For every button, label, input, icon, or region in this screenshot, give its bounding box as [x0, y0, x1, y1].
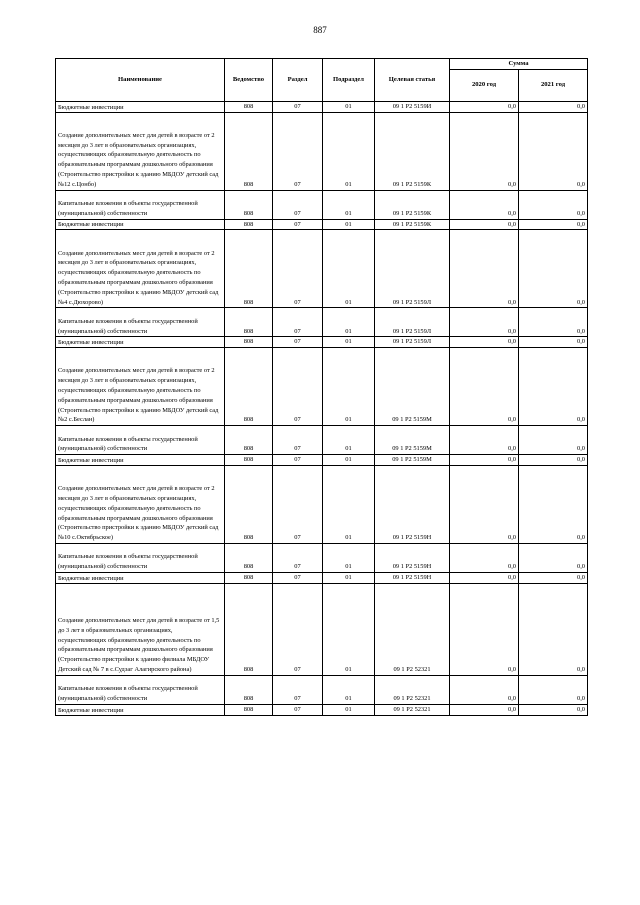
row-section: 07 [273, 308, 323, 337]
row-sum-2020: 0,0 [450, 190, 519, 219]
row-subsection: 01 [323, 190, 375, 219]
row-sum-2021: 0,0 [519, 675, 588, 704]
row-sum-2021: 0,0 [519, 230, 588, 308]
row-name: Создание дополнительных мест для детей в возрасте от 2 месяцев до 3 лет в образовательных организациях, осуществляющих образовательную деятельность по образовательным программам дошкольного образования (Строительство пристройки к зданию МБДОУ детский сад №4 с.Дюхорово) [58, 249, 219, 306]
row-sum-2020: 0,0 [450, 308, 519, 337]
header-section: Раздел [273, 59, 323, 102]
table-row [56, 675, 588, 704]
header-dept: Ведомство [225, 59, 273, 102]
row-subsection: 01 [323, 219, 375, 230]
row-target: 09 1 P2 5159Н [375, 543, 450, 572]
row-dept: 808 [225, 704, 273, 715]
row-sum-2020: 0,0 [450, 101, 519, 112]
row-target: 09 1 P2 5159Л [375, 308, 450, 337]
row-sum-2021: 0,0 [519, 112, 588, 190]
row-section: 07 [273, 465, 323, 543]
table-row [56, 704, 588, 715]
row-name: Создание дополнительных мест для детей в возрасте от 2 месяцев до 3 лет в образовательных организациях, осуществляющих образовательную деятельность по образовательным программам дошкольного образования (Строительство пристройки к зданию МБДОУ детский сад №2 с.Беслан) [58, 367, 219, 424]
row-section: 07 [273, 704, 323, 715]
table-body [56, 101, 588, 715]
table-row [56, 101, 588, 112]
row-sum-2021: 0,0 [519, 572, 588, 583]
table-row [56, 190, 588, 219]
row-section: 07 [273, 675, 323, 704]
row-subsection: 01 [323, 101, 375, 112]
row-name: Бюджетные инвестиции [58, 456, 124, 464]
row-sum-2020: 0,0 [450, 348, 519, 426]
row-subsection: 01 [323, 112, 375, 190]
row-subsection: 01 [323, 572, 375, 583]
row-dept: 808 [225, 337, 273, 348]
header-target: Целевая статья [375, 59, 450, 102]
header-subsection: Подраздел [323, 59, 375, 102]
table-row [56, 112, 588, 190]
table-row [56, 337, 588, 348]
row-name: Бюджетные инвестиции [58, 706, 124, 714]
table-row [56, 465, 588, 543]
row-dept: 808 [225, 112, 273, 190]
row-sum-2021: 0,0 [519, 219, 588, 230]
row-name: Бюджетные инвестиции [58, 103, 124, 111]
row-subsection: 01 [323, 348, 375, 426]
row-sum-2020: 0,0 [450, 219, 519, 230]
table-row [56, 426, 588, 455]
row-subsection: 01 [323, 426, 375, 455]
row-sum-2021: 0,0 [519, 101, 588, 112]
header-name: Наименование [56, 59, 225, 102]
row-sum-2021: 0,0 [519, 704, 588, 715]
row-sum-2020: 0,0 [450, 455, 519, 466]
row-subsection: 01 [323, 465, 375, 543]
row-section: 07 [273, 348, 323, 426]
row-target: 09 1 P2 5159Л [375, 230, 450, 308]
table-row [56, 572, 588, 583]
row-section: 07 [273, 572, 323, 583]
row-sum-2020: 0,0 [450, 572, 519, 583]
row-name: Капитальные вложения в объекты государственной (муниципальной) собственности [58, 200, 198, 217]
row-sum-2021: 0,0 [519, 543, 588, 572]
row-dept: 808 [225, 465, 273, 543]
row-sum-2020: 0,0 [450, 704, 519, 715]
page-number: 887 [313, 25, 327, 35]
row-target: 09 1 P2 5159М [375, 455, 450, 466]
table-row [56, 543, 588, 572]
row-name: Создание дополнительных мест для детей в возрасте от 1,5 до 3 лет в образовательных организациях, осуществляющих образовательную деятельность по образовательным программам дошкольного образования (Строительство пристройки к зданию филиала МБДОУ Детский сад № 7 в с.Судзаг Алагирского района) [58, 617, 220, 673]
row-subsection: 01 [323, 675, 375, 704]
row-sum-2021: 0,0 [519, 308, 588, 337]
row-target: 09 1 P2 52321 [375, 583, 450, 675]
row-dept: 808 [225, 583, 273, 675]
row-target: 09 1 P2 5159К [375, 190, 450, 219]
header-sums: Сумма [450, 59, 588, 70]
row-sum-2020: 0,0 [450, 230, 519, 308]
row-sum-2020: 0,0 [450, 337, 519, 348]
table-row [56, 455, 588, 466]
row-sum-2021: 0,0 [519, 337, 588, 348]
row-target: 09 1 P2 5159М [375, 348, 450, 426]
row-subsection: 01 [323, 308, 375, 337]
row-section: 07 [273, 455, 323, 466]
row-dept: 808 [225, 455, 273, 466]
row-name: Бюджетные инвестиции [58, 574, 124, 582]
row-name: Бюджетные инвестиции [58, 221, 124, 229]
row-dept: 808 [225, 219, 273, 230]
row-dept: 808 [225, 190, 273, 219]
row-sum-2021: 0,0 [519, 190, 588, 219]
row-section: 07 [273, 101, 323, 112]
row-sum-2021: 0,0 [519, 465, 588, 543]
row-dept: 808 [225, 308, 273, 337]
row-dept: 808 [225, 572, 273, 583]
row-target: 09 1 P2 52321 [375, 675, 450, 704]
row-section: 07 [273, 583, 323, 675]
budget-table [55, 58, 588, 716]
table-row [56, 348, 588, 426]
row-sum-2020: 0,0 [450, 543, 519, 572]
row-sum-2020: 0,0 [450, 465, 519, 543]
row-target: 09 1 P2 5159К [375, 112, 450, 190]
row-name: Капитальные вложения в объекты государственной (муниципальной) собственности [58, 685, 198, 702]
row-section: 07 [273, 219, 323, 230]
row-section: 07 [273, 337, 323, 348]
row-section: 07 [273, 543, 323, 572]
row-subsection: 01 [323, 543, 375, 572]
row-sum-2021: 0,0 [519, 455, 588, 466]
row-subsection: 01 [323, 583, 375, 675]
header-year-2021: 2021 год [519, 69, 588, 101]
row-name: Создание дополнительных мест для детей в возрасте от 2 месяцев до 3 лет в образовательных организациях, осуществляющих образовательную деятельность по образовательным программам дошкольного образования (Строительство пристройки к зданию МБДОУ детский сад №12 с.Цонбо) [58, 131, 219, 188]
table-row [56, 219, 588, 230]
row-sum-2021: 0,0 [519, 583, 588, 675]
row-dept: 808 [225, 675, 273, 704]
row-name: Капитальные вложения в объекты государственной (муниципальной) собственности [58, 435, 198, 453]
row-target: 09 1 P2 5159Н [375, 465, 450, 543]
row-sum-2020: 0,0 [450, 675, 519, 704]
row-target: 09 1 P2 5159К [375, 219, 450, 230]
row-target: 09 1 P2 5159Л [375, 337, 450, 348]
row-subsection: 01 [323, 455, 375, 466]
row-sum-2020: 0,0 [450, 112, 519, 190]
row-sum-2020: 0,0 [450, 583, 519, 675]
table-row [56, 308, 588, 337]
row-section: 07 [273, 230, 323, 308]
row-dept: 808 [225, 101, 273, 112]
row-subsection: 01 [323, 704, 375, 715]
row-name: Капитальные вложения в объекты государственной (муниципальной) собственности [58, 553, 198, 571]
row-subsection: 01 [323, 337, 375, 348]
row-subsection: 01 [323, 230, 375, 308]
row-section: 07 [273, 112, 323, 190]
row-name: Бюджетные инвестиции [58, 339, 124, 347]
row-sum-2020: 0,0 [450, 426, 519, 455]
table-row [56, 230, 588, 308]
row-sum-2021: 0,0 [519, 348, 588, 426]
row-name: Создание дополнительных мест для детей в возрасте от 2 месяцев до 3 лет в образовательных организациях, осуществляющих образовательную деятельность по образовательным программам дошкольного образования (Строительство пристройки к зданию МБДОУ детский сад №10 с.Октябрьское) [58, 485, 219, 542]
row-dept: 808 [225, 348, 273, 426]
row-section: 07 [273, 426, 323, 455]
row-section: 07 [273, 190, 323, 219]
row-dept: 808 [225, 230, 273, 308]
row-dept: 808 [225, 426, 273, 455]
header-year-2020: 2020 год [450, 69, 519, 101]
row-target: 09 1 P2 52321 [375, 704, 450, 715]
row-dept: 808 [225, 543, 273, 572]
row-target: 09 1 P2 5159И [375, 101, 450, 112]
row-sum-2021: 0,0 [519, 426, 588, 455]
row-target: 09 1 P2 5159Н [375, 572, 450, 583]
row-target: 09 1 P2 5159М [375, 426, 450, 455]
table-row [56, 583, 588, 675]
row-name: Капитальные вложения в объекты государственной (муниципальной) собственности [58, 317, 198, 335]
